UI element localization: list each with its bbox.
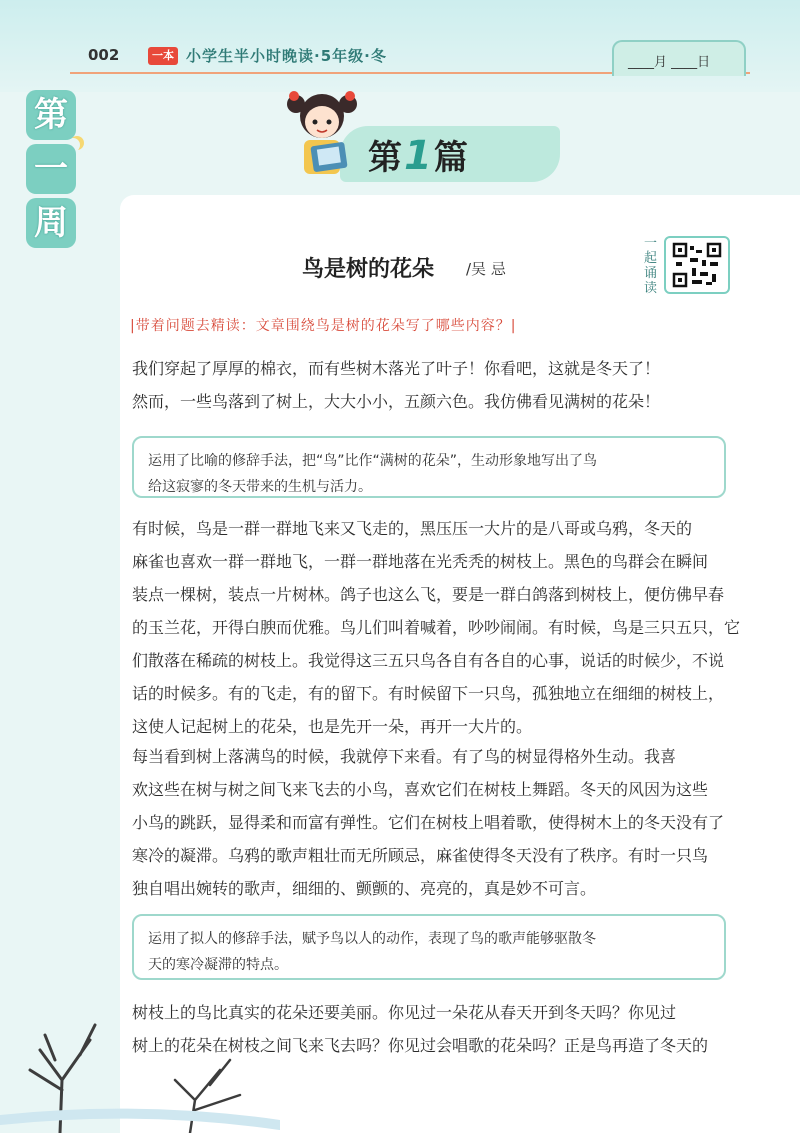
chapter-number: 1 [404, 133, 434, 179]
date-field[interactable]: ____月 ____日 [628, 55, 711, 70]
paragraph-line: 每当看到树上落满鸟的时候，我就停下来看。有了鸟的树显得格外生动。我喜 [132, 747, 677, 766]
tree-silhouette-icon [0, 1010, 280, 1133]
paragraph-line: 的玉兰花，开得白腴而优雅。鸟儿们叫着喊着，吵吵闹闹。有时候，鸟是三只五只，它 [132, 618, 741, 637]
annotation-note-2 [132, 914, 726, 980]
note-line: 给这寂寥的冬天带来的生机与活力。 [148, 479, 372, 495]
article-title: 鸟是树的花朵 [302, 257, 435, 282]
paragraph-line: 寒冷的凝滞。乌鸦的歌声粗壮而无所顾忌，麻雀使得冬天没有了秩序。有时一只鸟 [132, 846, 709, 865]
paragraph-line: 我们穿起了厚厚的棉衣，而有些树木落光了叶子！你看吧，这就是冬天了！ [132, 359, 661, 378]
paragraph-line: 麻雀也喜欢一群一群地飞，一群一群地落在光秃秃的树枝上。黑色的鸟群会在瞬间 [132, 552, 709, 571]
paragraph-line: 然而，一些鸟落到了树上，大大小小，五颜六色。我仿佛看见满树的花朵！ [132, 392, 661, 411]
chapter-heading [368, 130, 470, 179]
article-author: /吴 忌 [466, 260, 506, 278]
paragraph-3 [132, 740, 738, 905]
week-char-2: 一 [26, 144, 76, 194]
paragraph-line: 树上的花朵在树枝之间飞来飞去吗？你见过会唱歌的花朵吗？正是鸟再造了冬天的 [132, 1036, 709, 1055]
paragraph-line: 话的时候多。有的飞走，有的留下。有时候留下一只鸟，孤独地立在细细的树枝上， [132, 684, 725, 703]
paragraph-1 [132, 352, 738, 418]
paragraph-line: 们散落在稀疏的树枝上。我觉得这三五只鸟各自有各自的心事，说话的时候少，不说 [132, 651, 725, 670]
paragraph-line: 这使人记起树上的花朵，也是先开一朵，再开一大片的。 [132, 717, 533, 736]
paragraph-line: 独自唱出婉转的歌声，细细的、颤颤的、亮亮的，真是妙不可言。 [132, 879, 597, 898]
moon-icon [66, 138, 80, 152]
paragraph-line: 欢这些在树与树之间飞来飞去的小鸟，喜欢它们在树枝上舞蹈。冬天的风因为这些 [132, 780, 709, 799]
annotation-note-1 [132, 436, 726, 498]
qr-label: 一起诵读 [644, 236, 658, 296]
qr-code-icon[interactable] [664, 236, 730, 294]
girl-reading-icon [282, 82, 362, 182]
page-number: 002 [88, 46, 120, 64]
chapter-prefix: 第 [368, 138, 404, 178]
chapter-suffix: 篇 [433, 138, 470, 178]
paragraph-line: 有时候，鸟是一群一群地飞来又飞走的，黑压压一大片的是八哥或乌鸦，冬天的 [132, 519, 693, 538]
paragraph-line: 装点一棵树，装点一片树林。鸽子也这么飞，要是一群白鸽落到树枝上，便仿佛早春 [132, 585, 725, 604]
note-line: 运用了比喻的修辞手法，把“鸟”比作“满树的花朵”，生动形象地写出了鸟 [148, 453, 598, 469]
brand-badge: 一本 [148, 47, 178, 65]
series-title: 小学生半小时晚读·5年级·冬 [186, 47, 387, 65]
note-line: 运用了拟人的修辞手法，赋予鸟以人的动作，表现了鸟的歌声能够驱散冬 [148, 931, 596, 947]
paragraph-2 [132, 512, 741, 743]
date-box [612, 40, 746, 76]
week-tab [22, 86, 80, 264]
week-char-3: 周 [26, 198, 76, 248]
note-line: 天的寒冷凝滞的特点。 [148, 957, 288, 973]
week-char-1: 第 [26, 90, 76, 140]
paragraph-line: 小鸟的跳跃，显得柔和而富有弹性。它们在树枝上唱着歌，使得树木上的冬天没有了 [132, 813, 725, 832]
guide-question: |带着问题去精读：文章围绕鸟是树的花朵写了哪些内容？| [130, 318, 517, 334]
paragraph-line: 树枝上的鸟比真实的花朵还要美丽。你见过一朵花从春天开到冬天吗？你见过 [132, 1003, 677, 1022]
